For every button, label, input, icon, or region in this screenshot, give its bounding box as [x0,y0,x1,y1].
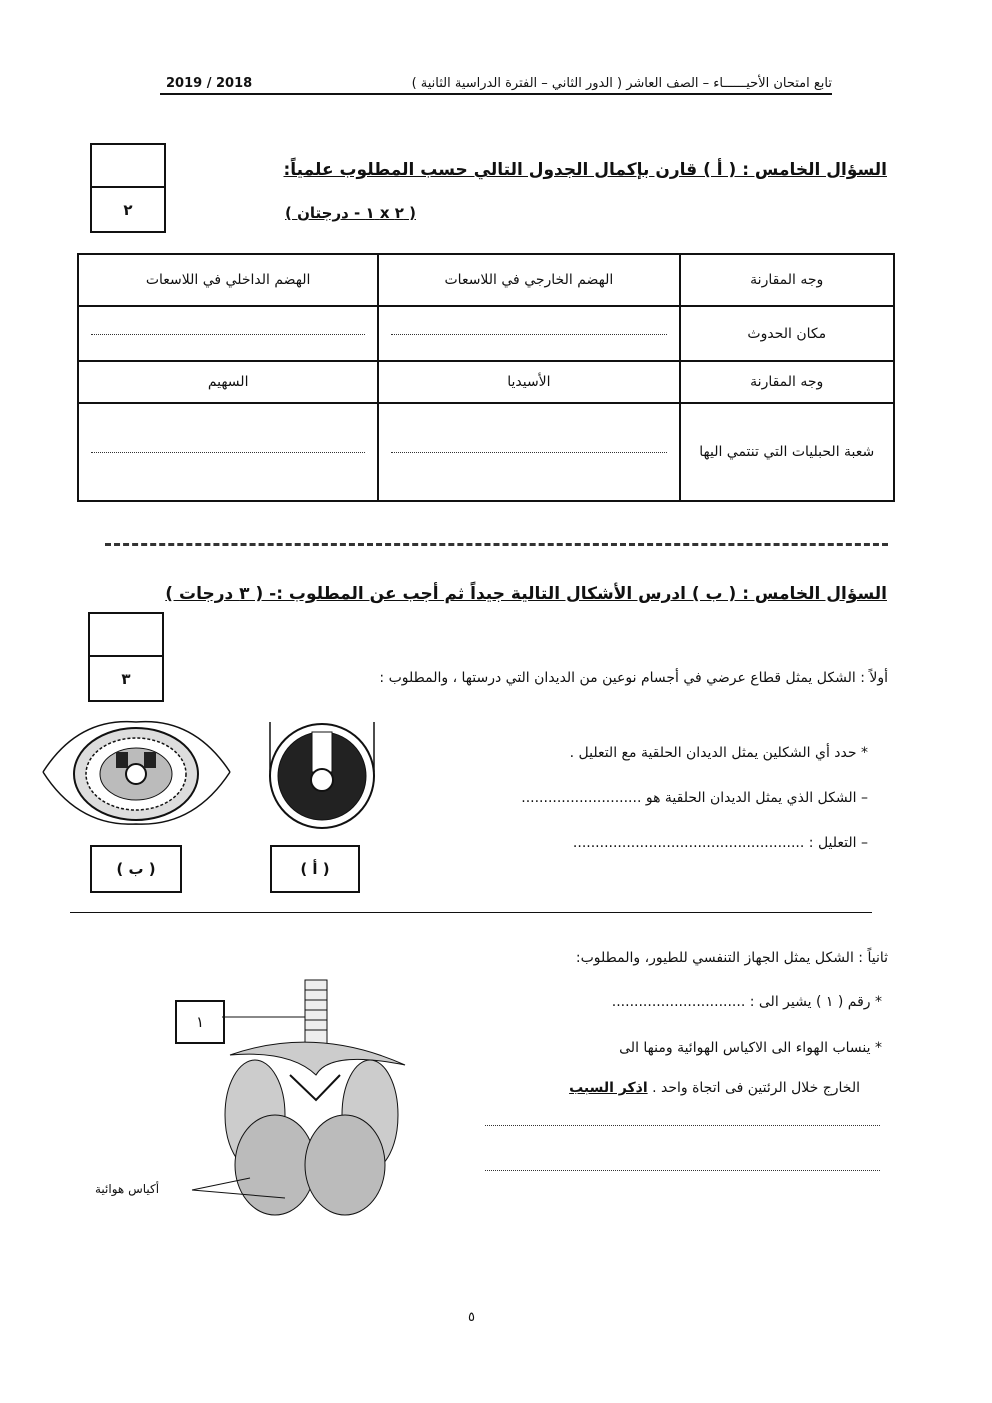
part2-bullet2-cont [569,1080,860,1096]
table-cell: الأسيديا [378,361,679,403]
bullet2-text: الخارج خلال الرئتين فى اتجاة واحد . [652,1080,860,1096]
question-b-title: السؤال الخامس : ( ب ) ادرس الأشكال التالية جيداً ثم أجب عن المطلوب :- ( ٣ درجات ) [165,584,887,604]
table-cell: الهضم الخارجي في اللاسعات [378,254,679,306]
table-cell: شعبة الحبليات التي تنتمي اليها [680,403,895,501]
table-cell: الهضم الداخلي في اللاسعات [78,254,378,306]
answer-cell[interactable] [78,306,378,361]
worm-cross-section-a [262,712,382,834]
table-cell: وجه المقارنة [680,254,895,306]
table-cell: مكان الحدوث [680,306,895,361]
header-title: تابع امتحان الأحيــــــاء – الصف العاشر ( الدور الثاني – الفترة الدراسية الثانية ) [411,76,832,91]
section-divider [105,543,888,546]
answer-line[interactable] [485,1170,880,1171]
worm-cross-section-b [38,712,234,834]
label-arrows [190,1170,290,1210]
mention-reason: اذكر السبب [569,1080,648,1096]
question-a-marks: ( ٢ x ١ - درجتان ) [285,204,416,222]
score-value: ٢ [123,200,133,219]
score-box-a [90,143,166,233]
answer-cell[interactable] [378,306,679,361]
table-cell: السهيم [78,361,378,403]
divider-line [70,912,872,913]
header-year: 2019 / 2018 [166,76,253,91]
score-box-b [88,612,164,702]
figure-label-a: ( أ ) [270,845,360,893]
answer-line[interactable] [485,1125,880,1126]
part2-bullet2: * ينساب الهواء الى الاكياس الهوائية ومنها الى [619,1040,882,1056]
part2-intro: ثانياً : الشكل يمثل الجهاز التنفسي للطيور، والمطلوب: [575,950,888,966]
part1-intro: أولاً : الشكل يمثل قطاع عرضي في أجسام نوعين من الديدان التي درستها ، والمطلوب : [379,670,888,686]
page-number: ٥ [468,1310,475,1325]
question-a-title: السؤال الخامس : ( أ ) قارن بإكمال الجدول التالي حسب المطلوب علمياً: [283,160,887,180]
answer-cell[interactable] [378,403,679,501]
part1-answer-line[interactable]: – الشكل الذي يمثل الديدان الحلقية هو ........................... [521,790,868,806]
score-value: ٣ [121,669,131,688]
table-cell: وجه المقارنة [680,361,895,403]
answer-cell[interactable] [78,403,378,501]
air-sacs-label: أكياس هوائية [95,1182,160,1196]
figure-label-b: ( ب ) [90,845,182,893]
diagram-label-1: ١ [175,1000,225,1044]
part2-bullet1[interactable]: * رقم ( ١ ) يشير الى : .............................. [611,994,882,1010]
part1-reason-line[interactable]: – التعليل : .................................................... [572,835,868,851]
part1-bullet: * حدد أي الشكلين يمثل الديدان الحلقية مع التعليل . [569,745,868,761]
page-header [160,76,832,95]
comparison-table [77,253,895,502]
